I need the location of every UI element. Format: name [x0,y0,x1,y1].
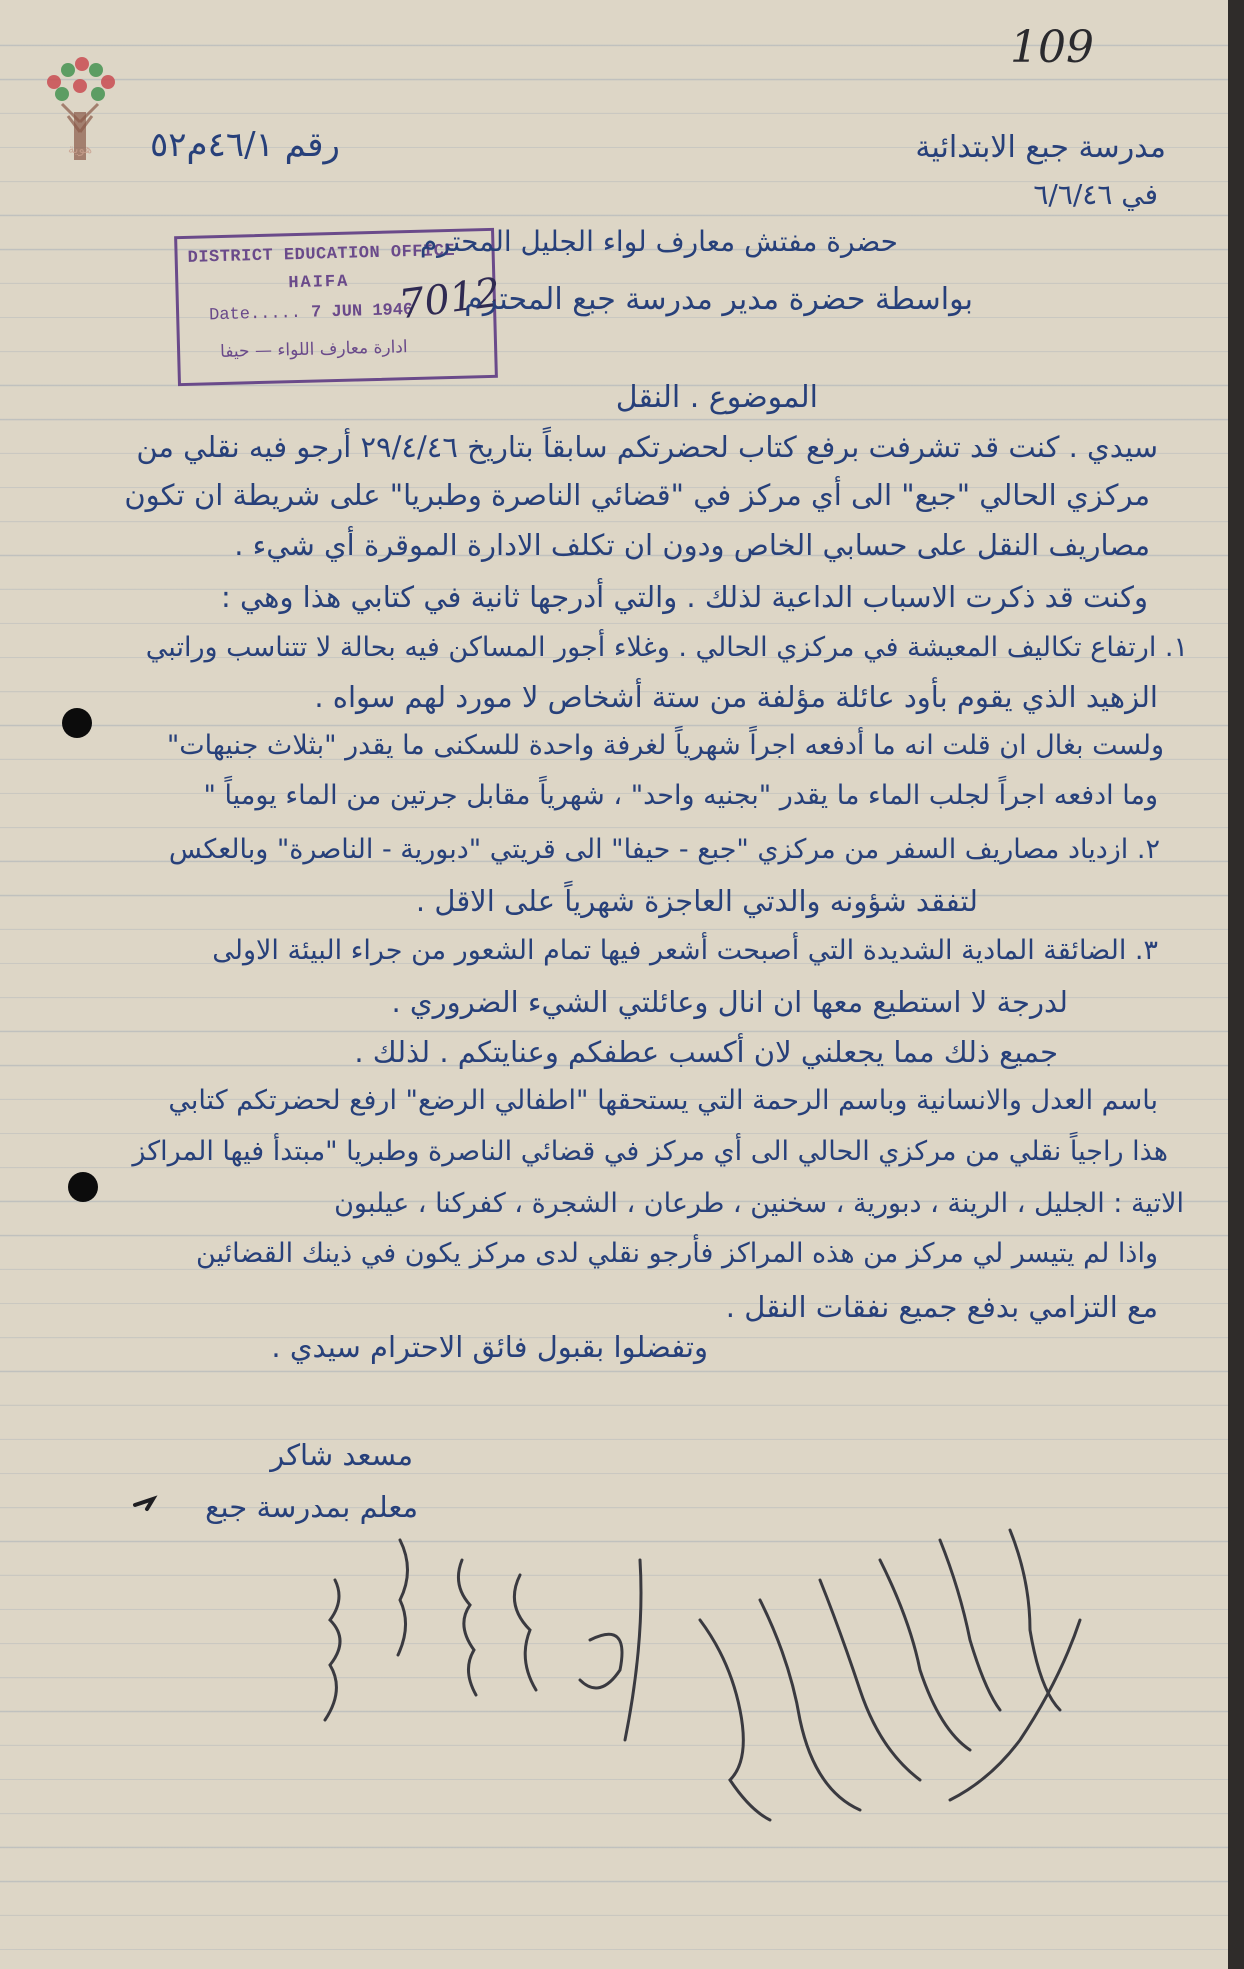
stamp-office-name: DISTRICT EDUCATION OFFICE [187,241,456,268]
stamp-date-value: 7 JUN 1946 [310,300,414,323]
body-line: واذا لم يتيسر لي مركز من هذه المراكز فأرجو نقلي لدى مركز يكون في ذينك القضائين [195,1238,1158,1269]
body-line: ٢. ازدياد مصاريف السفر من مركزي "جبع - حيفا" الى قريتي "دبورية - الناصرة" وبالعكس [168,834,1160,865]
body-line: لدرجة لا استطيع معها ان انال وعائلتي الشيء الضروري . [391,985,1068,1019]
letter-date: في ٦/٦/٤٦ [1033,178,1158,211]
reference-label: رقم [284,125,340,165]
body-line: ٣. الضائقة المادية الشديدة التي أصبحت أشعر فيها تمام الشعور من جراء البيئة الاولى [212,935,1158,966]
body-line: مع التزامي بدفع جميع نفقات النقل . [725,1290,1158,1324]
body-line: سيدي . كنت قد تشرفت برفع كتاب لحضرتكم سابقاً بتاريخ ٢٩/٤/٤٦ أرجو فيه نقلي من [136,430,1158,464]
school-name: مدرسة جبع الابتدائية [915,130,1166,165]
body-line: باسم العدل والانسانية وباسم الرحمة التي يستحقها "اطفالي الرضع" ارفع لحضرتكم كتابي [168,1085,1158,1116]
logo-text: هوية [67,142,93,157]
page-number: 109 [1010,22,1094,73]
body-line: جميع ذلك مما يجعلني لان أكسب عطفكم وعنايتكم . لذلك . [354,1035,1058,1069]
body-line: مصاريف النقل على حسابي الخاص ودون ان تكلف الادارة الموقرة أي شيء . [234,528,1150,562]
body-line: الاتية : الجليل ، الرينة ، دبورية ، سخنين ، طرعان ، الشجرة ، كفركنا ، عيلبون [334,1188,1184,1219]
subject-line: الموضوع . النقل [615,380,818,415]
body-line: هذا راجياً نقلي من مركزي الحالي الى أي مركز في قضائي الناصرة وطبريا "مبتدأ فيها المراكز [132,1136,1168,1167]
body-line: وكنت قد ذكرت الاسباب الداعية لذلك . والتي أدرجها ثانية في كتابي هذا وهي : [221,580,1148,614]
body-line: لتفقد شؤونه والدتي العاجزة شهرياً على الاقل . [415,884,978,918]
stamp-arabic-text: ادارة معارف اللواء — حيفا [219,337,408,363]
reference-value: ٤٦/١م٥٢ [150,125,274,165]
addressee-line-1: حضرة مفتش معارف لواء الجليل المحترم [419,225,898,258]
body-line: الزهيد الذي يقوم بأود عائلة مؤلفة من ستة أشخاص لا مورد لهم سواه . [314,680,1158,714]
stamp-city: HAIFA [288,272,350,294]
body-line: مركزي الحالي "جبع" الى أي مركز في "قضائي الناصرة وطبريا" على شريطة ان تكون [124,478,1150,512]
body-line: ولست بغال ان قلت انه ما أدفعه اجراً شهرياً لغرفة واحدة للسكنى ما يقدر "بثلاث جنيهات" [166,730,1164,761]
closing-line: وتفضلوا بقبول فائق الاحترام سيدي . [271,1330,708,1364]
stamp-number: 7012 [396,269,504,329]
body-line: وما ادفعه اجراً لجلب الماء ما يقدر "بجنيه واحد" ، شهرياً مقابل جرتين من الماء يومياً " [203,780,1158,811]
addressee-line-2: بواسطة حضرة مدير مدرسة جبع المحترم [464,282,973,317]
signature-title: معلم بمدرسة جبع [205,1490,418,1524]
signature-name: مسعد شاكر [270,1438,413,1472]
body-line: ١. ارتفاع تكاليف المعيشة في مركزي الحالي . وغلاء أجور المساكن فيه بحالة لا تتناسب وراتبي [145,632,1188,663]
stamp-date-label: Date..... [208,303,302,326]
scan-edge [1228,0,1244,1969]
